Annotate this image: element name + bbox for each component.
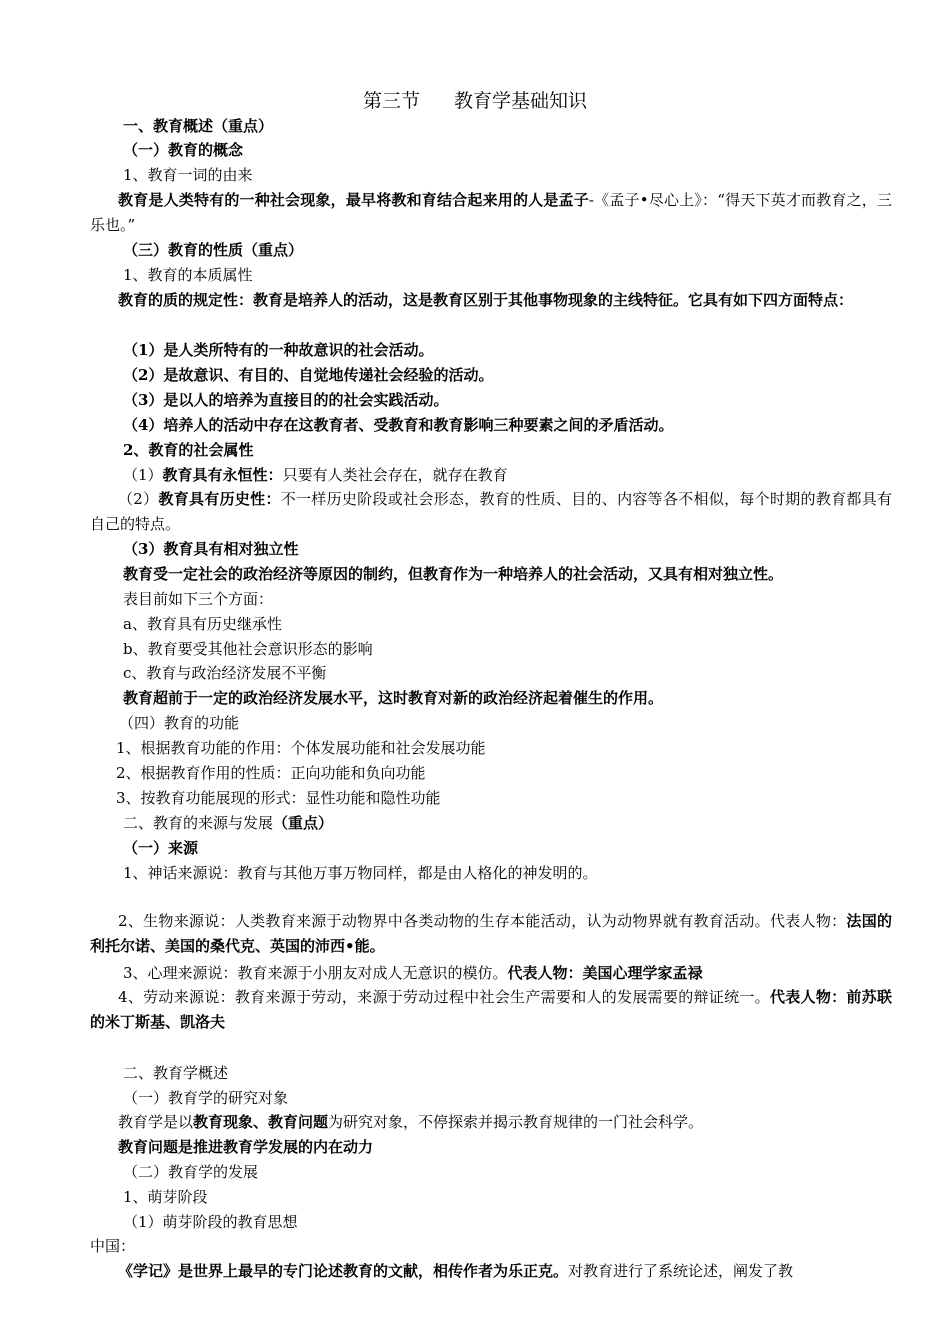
paragraph-labor: [90, 985, 892, 1035]
text-line-l13: （4）培养人的活动中存在这教育者、受教育和教育影响三种要素之间的矛盾活动。: [123, 416, 674, 434]
text-line-l38: （一）教育学的研究对象: [123, 1089, 289, 1107]
text-line-l26: 1、根据教育功能的作用：个体发展功能和社会发展功能: [116, 739, 486, 757]
paragraph-bio: [90, 909, 892, 959]
text-line-l25: （四）教育的功能: [119, 714, 240, 732]
psych-bold: 代表人物：美国心理学家孟禄: [507, 964, 703, 982]
text-line-l7: 1、教育的本质属性: [123, 266, 253, 284]
labor-bold: 代表人物：前苏联的米丁斯基、凯洛夫: [90, 988, 892, 1031]
line-object: [118, 1112, 703, 1132]
section-2-heading: [123, 813, 333, 833]
bio-normal: 2、生物来源说：人类教育来源于动物界中各类动物的生存本能活动，认为动物界就有教育活动。代表人物：: [118, 912, 847, 930]
quality-text: 教育的质的规定性：教育是培养人的活动，这是教育区别于其他事物现象的主线特征。它具有如下四方面特点：: [118, 291, 854, 309]
paragraph-historical: [90, 487, 892, 537]
line-eternal: [123, 465, 508, 485]
text-line-l37: 二、教育学概述: [123, 1064, 229, 1082]
historical-prefix: （2）: [118, 490, 159, 508]
text-line-l3: 1、教育一词的由来: [123, 166, 253, 184]
text-line-l14: 2、教育的社会属性: [123, 441, 254, 459]
text-line-l20: 表目前如下三个方面：: [123, 590, 274, 608]
paragraph-quality: [90, 288, 892, 313]
title-part1: 第三节: [362, 90, 420, 112]
text-line-l31: 1、神话来源说：教育与其他万事万物同样，都是由人格化的神发明的。: [123, 864, 598, 882]
xueji-bold: 《学记》是世界上最早的专门论述教育的文献，相传作者为乐正克。: [118, 1262, 569, 1280]
xueji-normal: 对教育进行了系统论述，阐发了教: [568, 1262, 794, 1280]
page-title: [0, 86, 950, 116]
paragraph-origin: [90, 188, 892, 238]
origin-normal: -《孟子•尽心上》：“得天下英才而教育之，三乐也。”: [90, 191, 892, 234]
text-line-l30: （一）来源: [123, 839, 199, 857]
text-line-l40: 教育问题是推进教育学发展的内在动力: [118, 1138, 374, 1156]
line-psych: [123, 963, 703, 983]
title-part2: 教育学基础知识: [454, 90, 588, 112]
object-n2: 为研究对象，不停探索并揭示教育规律的一门社会科学。: [328, 1113, 704, 1131]
text-line-l12: （3）是以人的培养为直接目的的社会实践活动。: [123, 391, 449, 409]
eternal-bold: 教育具有永恒性：: [162, 466, 283, 484]
text-line-l44: 中国：: [90, 1237, 136, 1255]
object-b1: 教育现象、教育问题: [193, 1113, 329, 1131]
text-line-l6: （三）教育的性质（重点）: [123, 241, 304, 259]
text-line-l23: c、教育与政治经济发展不平衡: [123, 664, 327, 682]
section2-normal: 二、教育的来源与发展: [123, 814, 274, 832]
text-line-l43: （1）萌芽阶段的教育思想: [123, 1213, 298, 1231]
text-line-l18: （3）教育具有相对独立性: [123, 540, 299, 558]
text-line-l24: 教育超前于一定的政治经济发展水平，这时教育对新的政治经济起着催生的作用。: [123, 689, 664, 707]
text-line-l28: 3、按教育功能展现的形式：显性功能和隐性功能: [116, 789, 441, 807]
eternal-prefix: （1）: [123, 466, 163, 484]
text-line-l10: （1）是人类所特有的一种故意识的社会活动。: [123, 341, 434, 359]
historical-bold: 教育具有历史性：: [158, 490, 281, 508]
text-line-l21: a、教育具有历史继承性: [123, 615, 282, 633]
text-line-l19: 教育受一定社会的政治经济等原因的制约，但教育作为一种培养人的社会活动，又具有相对独立性。: [123, 565, 784, 583]
text-line-l22: b、教育要受其他社会意识形态的影响: [123, 640, 373, 658]
text-line-l27: 2、根据教育作用的性质：正向功能和负向功能: [116, 764, 426, 782]
psych-normal: 3、心理来源说：教育来源于小朋友对成人无意识的模仿。: [123, 964, 508, 982]
section2-bold: （重点）: [273, 814, 334, 832]
text-line-l42: 1、萌芽阶段: [123, 1188, 208, 1206]
labor-normal: 4、劳动来源说：教育来源于劳动，来源于劳动过程中社会生产需要和人的发展需要的辩证统一。: [118, 988, 770, 1006]
historical-normal: 不一样历史阶段或社会形态，教育的性质、目的、内容等各不相似，每个时期的教育都具有自己的特点。: [90, 490, 892, 533]
origin-bold: 教育是人类特有的一种社会现象，最早将教和育结合起来用的人是孟子: [118, 191, 589, 209]
eternal-normal: 只要有人类社会存在，就存在教育: [282, 466, 508, 484]
text-line-l2: （一）教育的概念: [123, 141, 244, 159]
bio-bold: 法国的利托尔诺、美国的桑代克、英国的沛西•能。: [90, 912, 892, 955]
text-line-l1: 一、教育概述（重点）: [123, 117, 274, 135]
text-line-l41: （二）教育学的发展: [123, 1163, 259, 1181]
object-n1: 教育学是以: [118, 1113, 194, 1131]
line-xueji: [118, 1261, 793, 1281]
text-line-l11: （2）是故意识、有目的、自觉地传递社会经验的活动。: [123, 366, 494, 384]
